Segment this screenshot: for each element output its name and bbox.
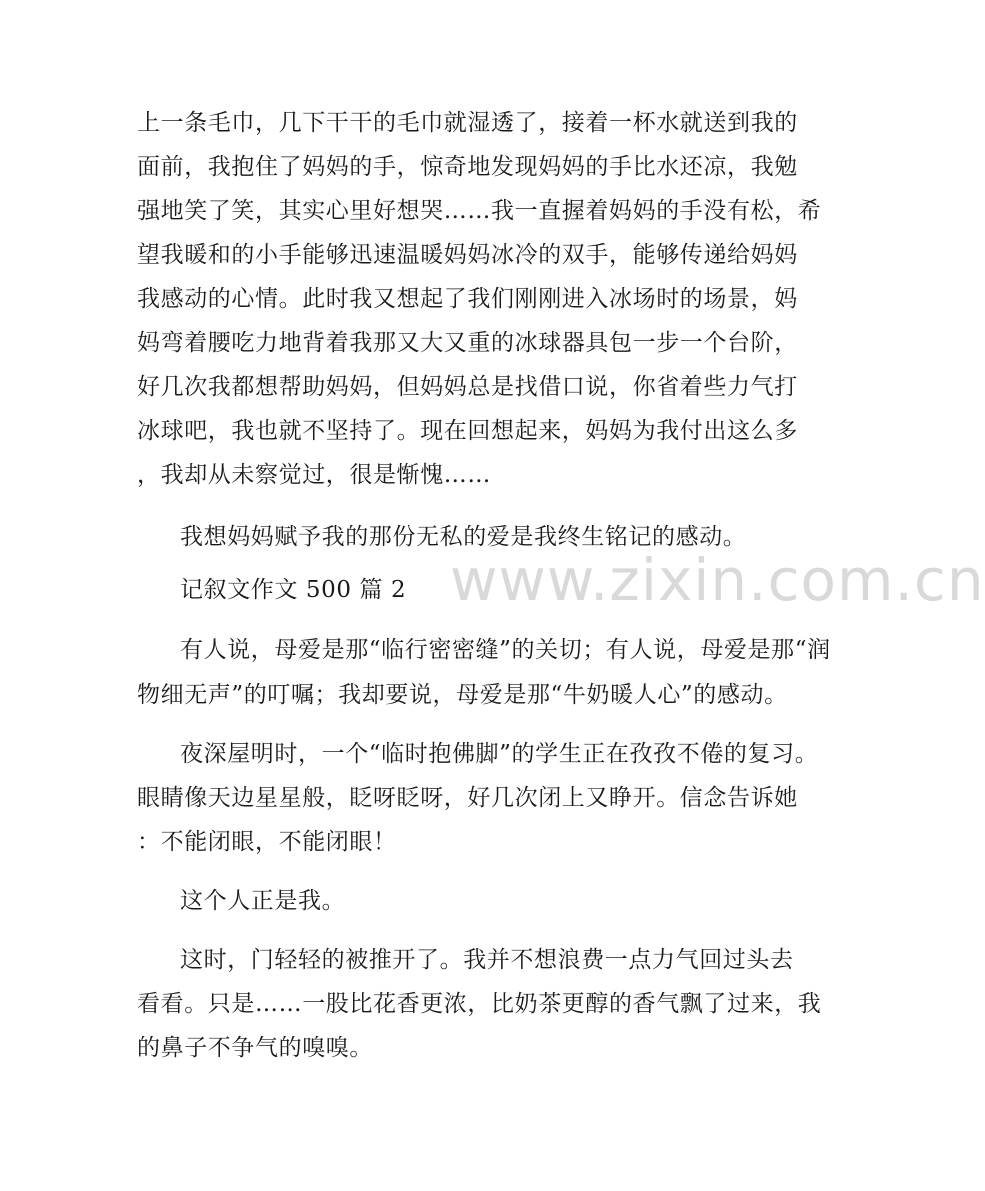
text-line: 这个人正是我。 <box>180 888 346 914</box>
text-line: 我想妈妈赋予我的那份无私的爱是我终生铭记的感动。 <box>180 524 747 550</box>
text-line: 看看。只是……一股比花香更浓，比奶茶更醇的香气飘了过来，我 <box>137 991 822 1017</box>
text-line: ，我却从未察觉过，很是惭愧…… <box>137 462 491 488</box>
text-line: 面前，我抱住了妈妈的手，惊奇地发现妈妈的手比水还凉，我勉 <box>137 154 798 180</box>
heading-text: 记叙文作文 500 篇 2 <box>180 577 407 603</box>
text-line: 冰球吧，我也就不坚持了。现在回想起来，妈妈为我付出这么多 <box>137 418 798 444</box>
text-line: 上一条毛巾，几下干干的毛巾就湿透了，接着一杯水就送到我的 <box>137 110 798 136</box>
text-line: 这时，门轻轻的被推开了。我并不想浪费一点力气回过头去 <box>180 947 794 973</box>
text-line: 我感动的心情。此时我又想起了我们刚刚进入冰场时的场景，妈 <box>137 286 798 312</box>
text-line: 强地笑了笑，其实心里好想哭……我一直握着妈妈的手没有松，希 <box>137 198 822 224</box>
text-line: 妈弯着腰吃力地背着我那又大又重的冰球器具包一步一个台阶， <box>137 330 798 356</box>
text-line: 夜深屋明时，一个“临时抱佛脚”的学生正在孜孜不倦的复习。 <box>180 741 819 767</box>
text-line: 的鼻子不争气的嗅嗅。 <box>137 1035 373 1061</box>
text-line: 眼睛像天边星星般，眨呀眨呀，好几次闭上又睁开。信念告诉她 <box>137 785 798 811</box>
watermark: www.zixin.com.cn <box>450 546 985 614</box>
text-line: 望我暖和的小手能够迅速温暖妈妈冰冷的双手，能够传递给妈妈 <box>137 242 798 268</box>
text-line: 物细无声”的叮嘱；我却要说，母爱是那“牛奶暖人心”的感动。 <box>137 682 788 708</box>
text-line: 好几次我都想帮助妈妈，但妈妈总是找借口说，你省着些力气打 <box>137 374 798 400</box>
text-line: 有人说，母爱是那“临行密密缝”的关切；有人说，母爱是那“润 <box>180 637 831 663</box>
text-line: ：不能闭眼，不能闭眼！ <box>137 829 397 855</box>
